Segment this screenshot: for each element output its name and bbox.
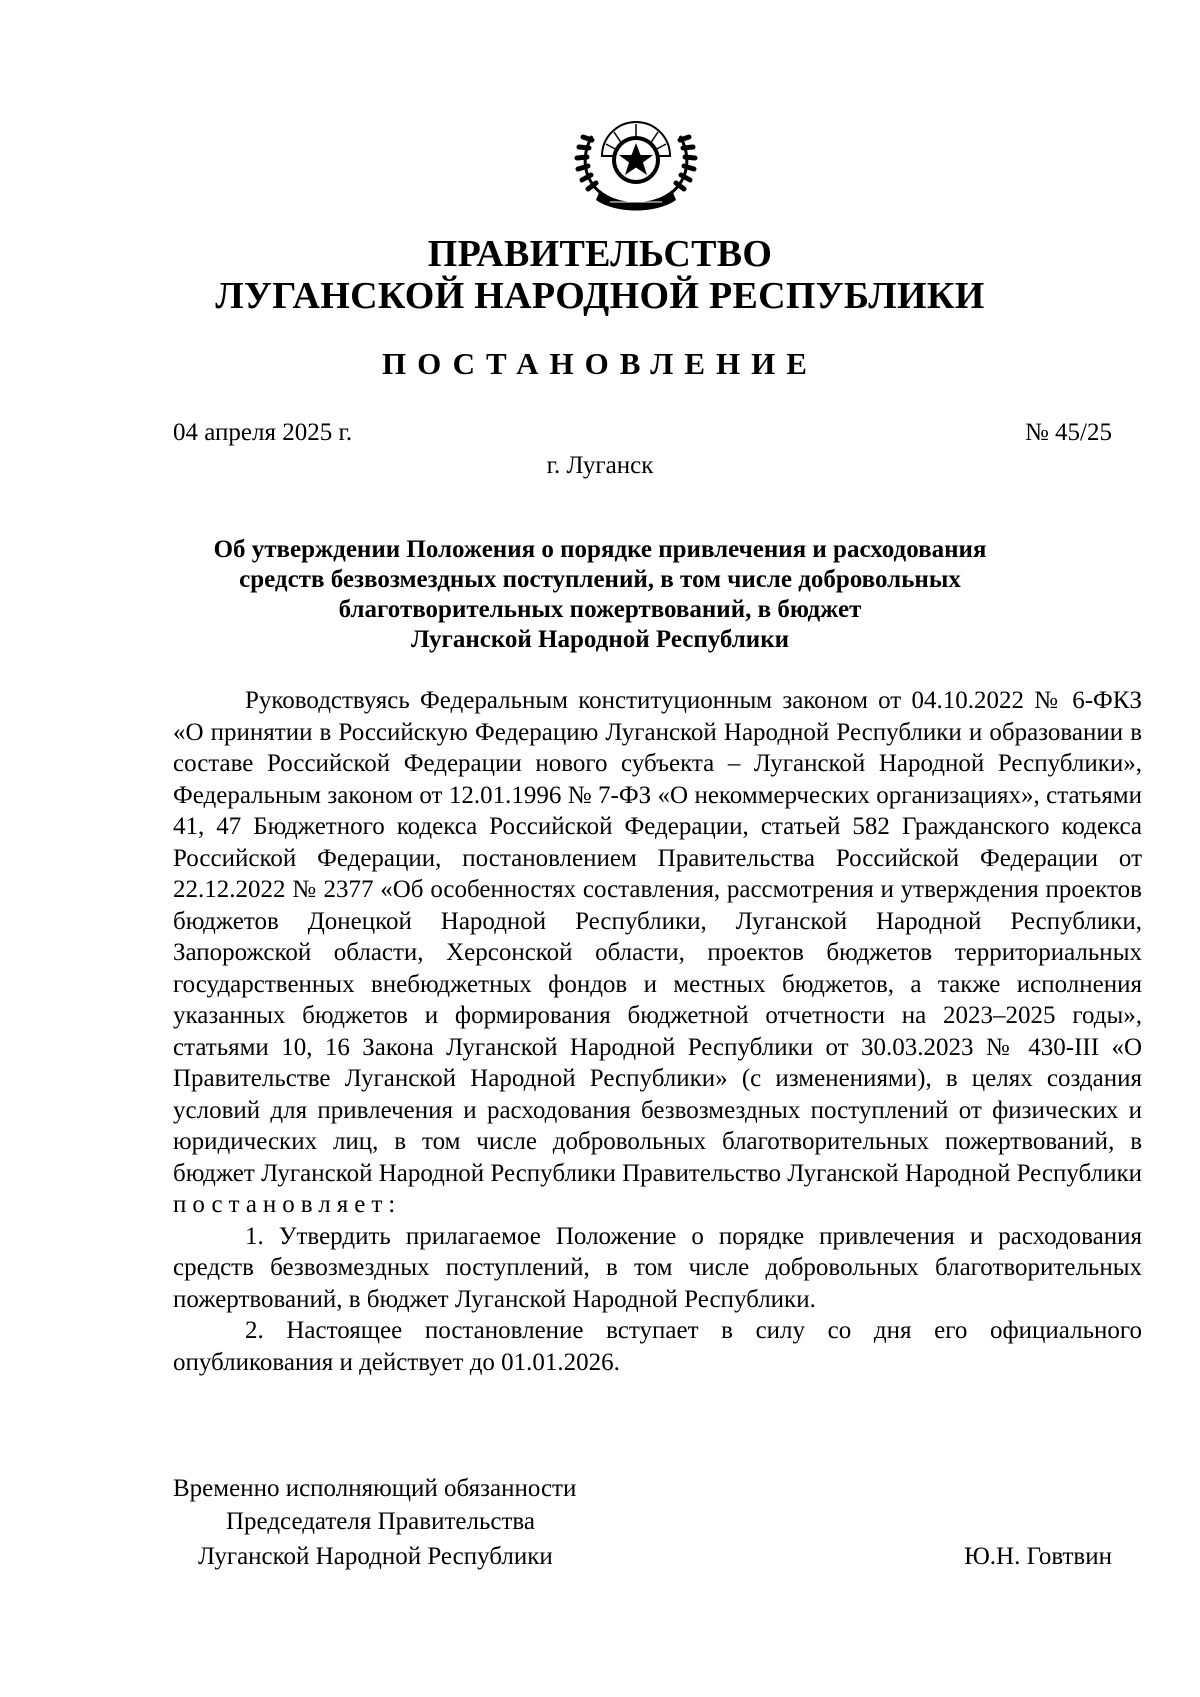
decree-word: постановляет: xyxy=(173,1191,402,1218)
document-city: г. Луганск xyxy=(546,452,654,479)
preamble-paragraph xyxy=(173,685,1142,1221)
signature-position-line-3: Луганской Народной Республики xyxy=(198,1543,553,1570)
title-line: Луганской Народной Республики xyxy=(410,626,790,653)
document-date: 04 апреля 2025 г. xyxy=(173,419,353,446)
organization-title: ПРАВИТЕЛЬСТВО xyxy=(427,233,773,275)
preamble-text: Руководствуясь Федеральным конституционным законом от 04.10.2022 № 6-ФКЗ «О принятии в Российскую Федерацию Луганской Народной Республики и образовании в составе Российской Федерации нового субъекта – Луганской Народной Республики», Федеральным законом от 12.01.1996 № 7-ФЗ «О некоммерческих организациях», статьями 41, 47 Бюджетного кодекса Российской Федерации, статьей 582 Гражданского кодекса Российской Федерации, постановлением Правительства Российской Федерации от 22.12.2022 № 2377 «Об особенностях составления, рассмотрения и утверждения проектов бюджетов Донецкой Народной Республики, Луганской Народной Республики, Запорожской области, Херсонской области, проектов бюджетов территориальных государственных внебюджетных фондов и местных бюджетов, а также исполнения указанных бюджетов и формирования бюджетной отчетности на 2023–2025 годы», статьями 10, 16 Закона Луганской Народной Республики от 30.03.2023 № 430-III «О Правительстве Луганской Народной Республики» (с изменениями), в целях создания условий для привлечения и расходования безвозмездных поступлений от физических и юридических лиц, в том числе добровольных благотворительных пожертвований, в бюджет Луганской Народной Республики Правительство Луганской Народной Республики xyxy=(173,687,1142,1187)
signer-name: Ю.Н. Говтвин xyxy=(964,1543,1112,1570)
item-2-paragraph: 2. Настоящее постановление вступает в силу со дня его официального опубликования и действует до 01.01.2026. xyxy=(173,1317,1142,1376)
title-line: Об утверждении Положения о порядке привлечения и расходования xyxy=(213,536,987,563)
document-number: № 45/25 xyxy=(1024,419,1112,446)
coat-of-arms-emblem xyxy=(570,116,702,216)
document-type-heading: ПОСТАНОВЛЕНИЕ xyxy=(382,346,818,381)
document-title xyxy=(160,535,1040,655)
document-body xyxy=(173,685,1142,1378)
organization-subtitle: ЛУГАНСКОЙ НАРОДНОЙ РЕСПУБЛИКИ xyxy=(215,275,985,317)
signature-position-line-2: Председателя Правительства xyxy=(226,1508,535,1535)
title-line: благотворительных пожертвований, в бюджет xyxy=(338,596,862,623)
item-1-paragraph: 1. Утвердить прилагаемое Положение о порядке привлечения и расходования средств безвозмездных поступлений, в том числе добровольных благотворительных пожертвований, в бюджет Луганской Народной Республики. xyxy=(173,1222,1142,1313)
title-line: средств безвозмездных поступлений, в том числе добровольных xyxy=(239,566,961,593)
signature-position-line-1: Временно исполняющий обязанности xyxy=(173,1475,577,1502)
